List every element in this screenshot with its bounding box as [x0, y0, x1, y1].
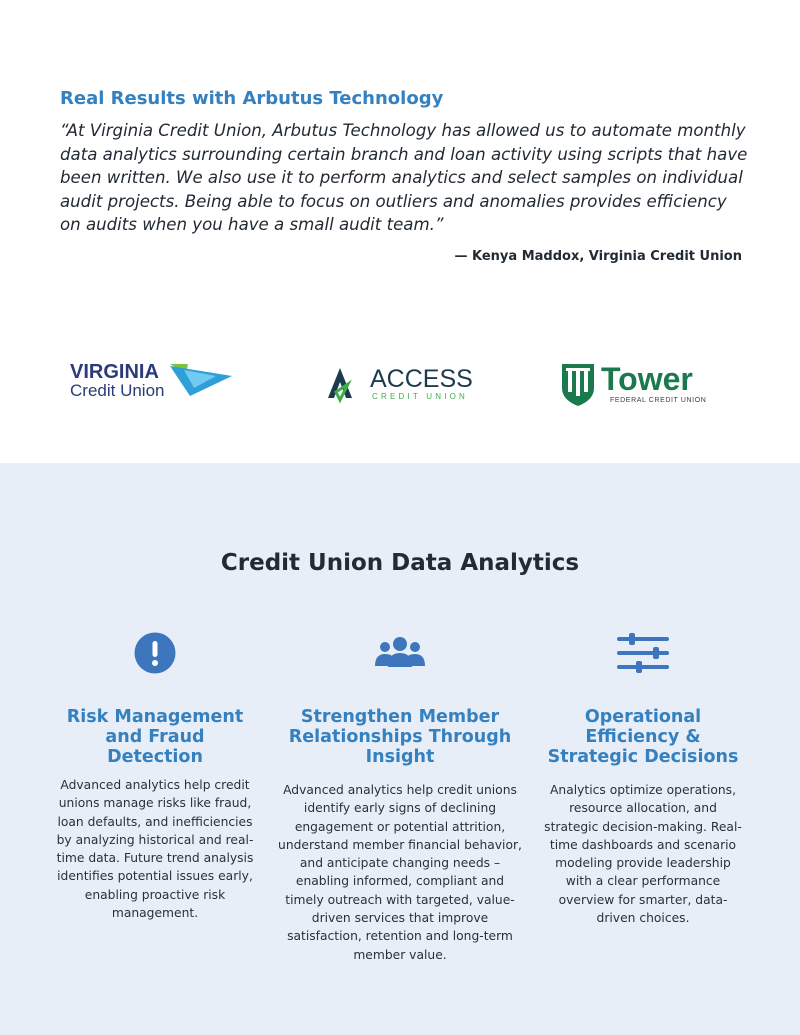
- feature-title-members: Strengthen Member Relationships Through Insight: [288, 707, 512, 767]
- feature-body-members: Advanced analytics help credit unions identify early signs of declining engagement or potential attrition, understand member financial behavior, and anticipate changing needs – enabling informed, compliant and timely outreach with targeted, value-driven services that improve satisfaction, retention and long-term member value.: [278, 783, 522, 962]
- sliders-icon: [543, 630, 743, 675]
- quote-attribution: — Kenya Maddox, Virginia Credit Union: [454, 249, 742, 264]
- tower-federal-credit-union-logo: [560, 360, 720, 408]
- testimonial-section: [0, 0, 800, 463]
- quote-text: “At Virginia Credit Union, Arbutus Technology has allowed us to automate monthly data analytics surrounding certain branch and loan activity using scripts that have been written. We also use it to perform analytics and select samples on individual audit projects. Being able to focus on outliers and anomalies provides efficiency on audits when you have a small audit team.”: [60, 121, 748, 234]
- tower-logo-line1: Tower: [601, 361, 693, 397]
- feature-column-members: [275, 630, 525, 964]
- access-credit-union-logo: [326, 362, 486, 404]
- virginia-credit-union-logo: [70, 360, 240, 402]
- tower-logo-line2: FEDERAL CREDIT UNION: [610, 397, 707, 404]
- feature-column-operations: [543, 630, 743, 927]
- feature-body-risk: Advanced analytics help credit unions manage risks like fraud, loan defaults, and inefficiencies by analyzing historical and real-time data. Future trend analysis identifies potential issues early, enabling proactive risk management.: [56, 778, 254, 921]
- section-title: Credit Union Data Analytics: [220, 550, 580, 576]
- access-logo-line2: CREDIT UNION: [372, 392, 469, 401]
- vcu-logo-line1: VIRGINIA: [70, 361, 159, 383]
- feature-title-operations: Operational Efficiency & Strategic Decisions: [547, 707, 739, 767]
- feature-column-risk: [55, 630, 255, 922]
- feature-title-risk: Risk Management and Fraud Detection: [66, 707, 244, 767]
- access-logo-line1: ACCESS: [370, 365, 473, 393]
- users-group-icon: [275, 630, 525, 675]
- exclamation-circle-icon: [55, 630, 255, 675]
- vcu-logo-line2: Credit Union: [70, 381, 165, 400]
- quote-heading: Real Results with Arbutus Technology: [60, 88, 444, 109]
- feature-body-operations: Analytics optimize operations, resource allocation, and strategic decision-making. Real-time dashboards and scenario modeling provide leadership with a clear performance overview for smarter, data-driven choices.: [544, 783, 742, 926]
